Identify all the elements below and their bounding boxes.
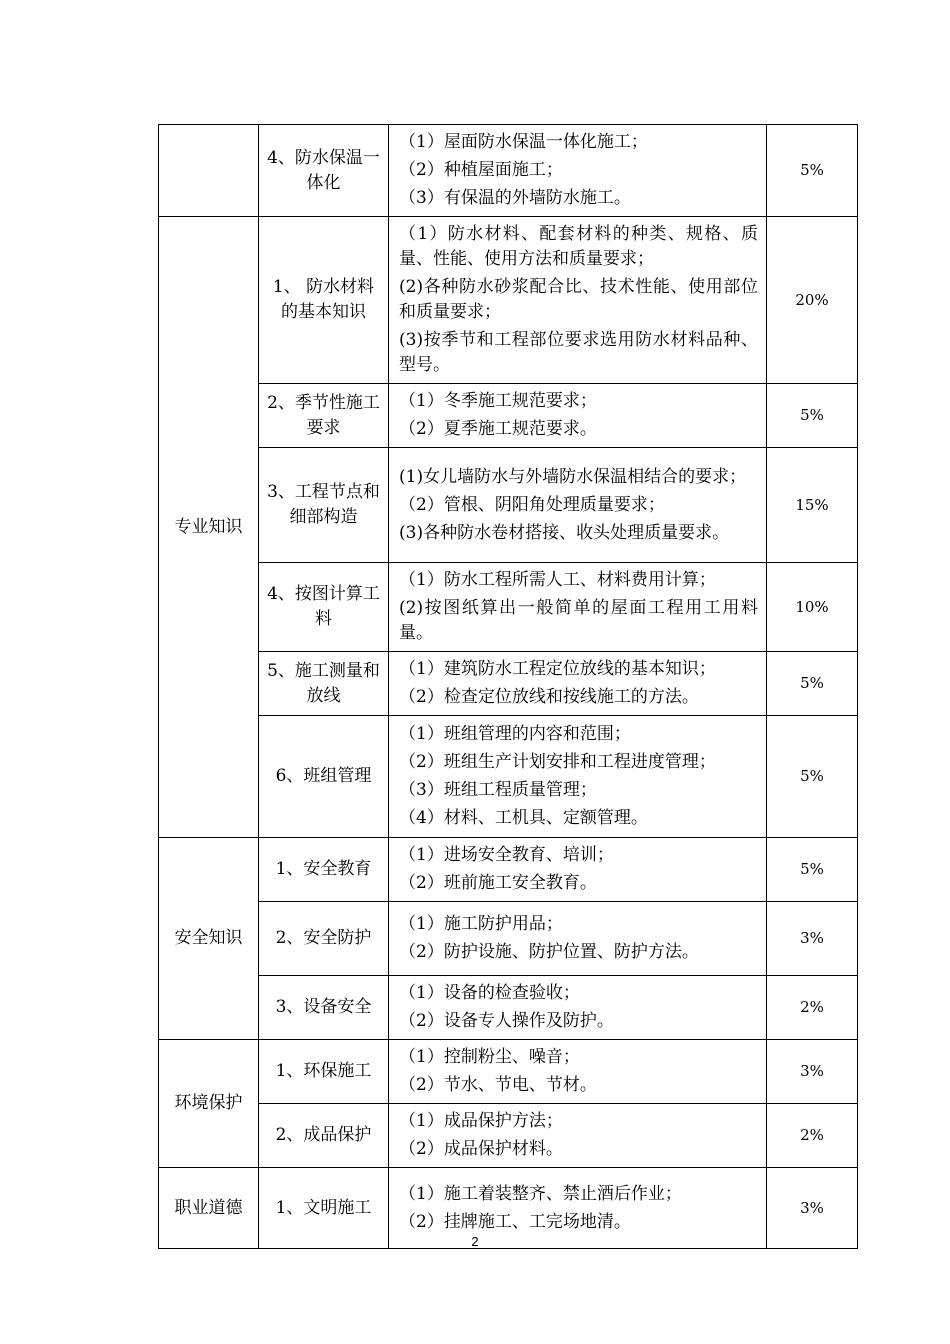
content-cell — [389, 838, 767, 902]
content-line: （1）防水工程所需人工、材料费用计算； — [399, 570, 716, 590]
table-row — [159, 976, 858, 1040]
content-line: （1）成品保护方法； — [399, 1111, 563, 1131]
content-cell — [389, 125, 767, 217]
item-cell: 3、工程节点和细部构造 — [259, 448, 389, 563]
weight-cell: 3% — [767, 902, 858, 976]
table-row — [159, 448, 858, 563]
item-cell: 2、安全防护 — [259, 902, 389, 976]
content-line: （3）班组工程质量管理； — [399, 780, 597, 800]
content-line: （1）进场安全教育、培训； — [399, 845, 614, 865]
item-cell: 4、防水保温一体化 — [259, 125, 389, 217]
weight-cell: 15% — [767, 448, 858, 563]
weight-cell: 3% — [767, 1168, 858, 1249]
category-cell — [159, 125, 259, 217]
weight-cell: 2% — [767, 976, 858, 1040]
item-cell: 5、施工测量和放线 — [259, 652, 389, 716]
weight-cell: 5% — [767, 838, 858, 902]
content-cell — [389, 384, 767, 448]
weight-cell: 2% — [767, 1104, 858, 1168]
content-line: (1)女儿墙防水与外墙防水保温相结合的要求； — [399, 466, 747, 487]
content-line: （2）班前施工安全教育。 — [399, 873, 597, 893]
item-cell: 1、环保施工 — [259, 1040, 389, 1104]
content-cell — [389, 716, 767, 838]
content-cell — [389, 448, 767, 563]
content-cell — [389, 217, 767, 384]
content-line: （2）设备专人操作及防护。 — [399, 1011, 614, 1031]
category-cell: 职业道德 — [159, 1168, 259, 1249]
table-row — [159, 1040, 858, 1104]
content-line: （2）夏季施工规范要求。 — [399, 419, 597, 439]
content-line: (2)按图纸算出一般简单的屋面工程用工用料量。 — [399, 598, 758, 643]
content-line: （1）设备的检查验收； — [399, 983, 580, 1003]
content-line: （1）建筑防水工程定位放线的基本知识； — [399, 659, 716, 679]
weight-cell: 5% — [767, 716, 858, 838]
content-cell — [389, 902, 767, 976]
content-line: (2)各种防水砂浆配合比、技术性能、使用部位和质量要求； — [399, 277, 758, 322]
content-line: (3)各种防水卷材搭接、收头处理质量要求。 — [399, 522, 730, 543]
category-cell: 专业知识 — [159, 217, 259, 838]
content-line: （2）管根、阴阳角处理质量要求； — [399, 494, 665, 515]
content-line: （2）班组生产计划安排和工程进度管理； — [399, 752, 716, 772]
content-line: （1）防水材料、配套材料的种类、规格、质量、性能、使用方法和质量要求； — [399, 224, 758, 269]
category-cell: 安全知识 — [159, 838, 259, 1040]
content-line: （1）施工防护用品； — [399, 914, 563, 934]
table-row — [159, 217, 858, 384]
knowledge-table — [158, 124, 858, 1249]
content-line: （2）种植屋面施工； — [399, 160, 563, 180]
content-cell — [389, 652, 767, 716]
item-cell: 2、季节性施工要求 — [259, 384, 389, 448]
content-line: （2）检查定位放线和按线施工的方法。 — [399, 687, 699, 707]
content-line: （2）防护设施、防护位置、防护方法。 — [399, 942, 699, 962]
item-cell: 1、安全教育 — [259, 838, 389, 902]
table-row — [159, 563, 858, 652]
content-line: （3）有保温的外墙防水施工。 — [399, 188, 631, 208]
content-line: （1）屋面防水保温一体化施工； — [399, 132, 648, 152]
content-line: （2）成品保护材料。 — [399, 1139, 563, 1159]
table-row — [159, 902, 858, 976]
content-cell — [389, 563, 767, 652]
weight-cell: 3% — [767, 1040, 858, 1104]
category-cell: 环境保护 — [159, 1040, 259, 1168]
item-cell: 1、文明施工 — [259, 1168, 389, 1249]
content-cell — [389, 1104, 767, 1168]
table-row — [159, 1104, 858, 1168]
table-row — [159, 125, 858, 217]
item-cell: 4、按图计算工料 — [259, 563, 389, 652]
weight-cell: 20% — [767, 217, 858, 384]
weight-cell: 5% — [767, 384, 858, 448]
content-cell — [389, 976, 767, 1040]
table-row — [159, 652, 858, 716]
table-row — [159, 384, 858, 448]
content-line: （1）冬季施工规范要求； — [399, 391, 597, 411]
table-row — [159, 838, 858, 902]
content-line: （4）材料、工机具、定额管理。 — [399, 808, 648, 828]
content-line: （1）施工着装整齐、禁止酒后作业； — [399, 1183, 682, 1204]
item-cell: 6、班组管理 — [259, 716, 389, 838]
weight-cell: 10% — [767, 563, 858, 652]
content-line: （1）班组管理的内容和范围； — [399, 724, 631, 744]
content-line: （2）挂牌施工、工完场地清。 — [399, 1211, 631, 1232]
table-row — [159, 716, 858, 838]
content-cell — [389, 1040, 767, 1104]
weight-cell: 5% — [767, 125, 858, 217]
item-cell: 1、 防水材料的基本知识 — [259, 217, 389, 384]
weight-cell: 5% — [767, 652, 858, 716]
item-cell: 2、成品保护 — [259, 1104, 389, 1168]
content-line: (3)按季节和工程部位要求选用防水材料品种、型号。 — [399, 330, 758, 375]
content-line: （1）控制粉尘、噪音； — [399, 1047, 580, 1067]
content-line: （2）节水、节电、节材。 — [399, 1075, 597, 1095]
page-number: 2 — [471, 1234, 479, 1249]
item-cell: 3、设备安全 — [259, 976, 389, 1040]
